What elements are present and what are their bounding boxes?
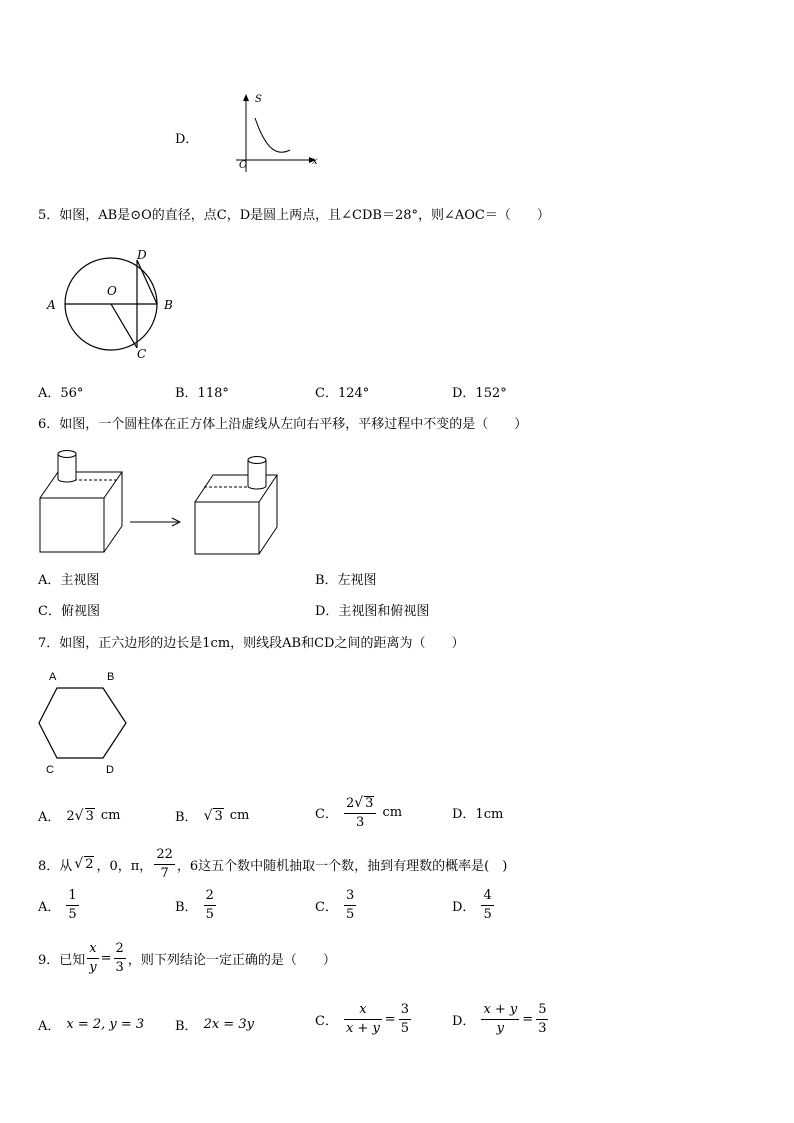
q5-option-b: B．118° (175, 386, 229, 401)
option-prefix: C． (315, 1013, 338, 1029)
equals-sign: = (384, 1011, 396, 1027)
regular-hexagon (39, 688, 126, 758)
q7-stem: 7．如图，正六边形的边长是1cm，则线段AB和CD之间的距离为（ ） (38, 636, 465, 651)
q7-option-c-coef: 2 (345, 796, 355, 811)
q8-stem-prefix: 8．从 (38, 858, 73, 874)
q6-option-b: B．左视图 (315, 573, 377, 588)
q7-option-c (315, 796, 402, 829)
fraction-denominator: 5 (400, 1020, 409, 1036)
label-b: B (164, 298, 173, 312)
q7-option-c-prefix: C． (315, 807, 338, 823)
q6-option-a: A．主视图 (38, 573, 100, 588)
q8-stem-suffix: ，6这五个数中随机抽取一个数，抽到有理数的概率是( ) (176, 858, 508, 874)
sqrt-sign: √ (203, 807, 213, 824)
fraction-denominator: 5 (345, 906, 355, 922)
fraction-numerator: 5 (536, 1003, 548, 1020)
option-prefix: B． (175, 1019, 198, 1034)
q5-circle-figure (40, 240, 190, 365)
option-prefix: D． (452, 1013, 476, 1029)
fraction-numerator: 1 (66, 889, 78, 906)
fraction-numerator: 4 (481, 889, 493, 906)
sqrt-sign: √ (74, 807, 84, 824)
fraction-numerator: x (344, 1003, 382, 1020)
y-axis-arrow (243, 94, 249, 101)
option-fraction (481, 889, 493, 921)
equals-sign: = (522, 1011, 534, 1027)
fraction-denominator: 7 (160, 865, 169, 881)
fraction-denominator: 3 (538, 1020, 547, 1036)
label-d: D (106, 764, 114, 776)
option-prefix: D． (452, 899, 476, 915)
q8-option-d (452, 889, 494, 921)
q8-stem (38, 848, 507, 880)
right-cube (195, 457, 277, 555)
q9-stem (38, 942, 336, 974)
q8-fraction-22-7 (154, 848, 175, 880)
x-axis-label: x (312, 156, 318, 167)
q7-option-b-radicand: 3 (214, 808, 223, 824)
label-o: O (107, 284, 117, 298)
q5-option-c: C．124° (315, 386, 370, 401)
segment-oc (111, 304, 137, 348)
q7-option-c-fraction (344, 796, 376, 829)
option-fraction-left (481, 1003, 519, 1035)
option-prefix: C． (315, 899, 338, 915)
option-fraction (204, 889, 216, 921)
y-axis-label: S (255, 94, 262, 105)
q5-option-a: A．56° (38, 386, 84, 401)
left-cylinder (58, 451, 76, 483)
option-fraction-left (344, 1003, 382, 1035)
q5-stem: 5．如图，AB是⊙O的直径，点C，D是圆上两点，且∠CDB＝28°，则∠AOC＝（ ） (38, 208, 550, 223)
q7-option-a-value (66, 808, 94, 824)
q7-option-b (175, 806, 249, 825)
fraction-denominator: 5 (205, 906, 214, 922)
option-text: x = 2, y = 3 (66, 1017, 145, 1032)
label-d: D (137, 248, 147, 262)
q7-option-a-unit: cm (100, 808, 121, 823)
fraction-denominator: 5 (483, 906, 492, 922)
sqrt-sign: √ (74, 856, 84, 873)
q9-given-fraction-left (87, 942, 98, 974)
q7-option-c-unit: cm (382, 805, 403, 821)
q7-option-a (38, 806, 120, 825)
option-text: 2x = 3y (203, 1017, 254, 1032)
label-a: A (49, 671, 57, 683)
q8-option-c (315, 889, 356, 921)
segment-db (137, 260, 157, 304)
label-b: B (107, 671, 115, 683)
fraction-denominator: 5 (68, 906, 77, 922)
equals-sign: = (100, 950, 112, 966)
fraction-denominator: y (89, 959, 97, 975)
fraction-numerator (344, 796, 376, 814)
option-prefix: A． (38, 899, 61, 915)
q9-given-fraction-right (114, 942, 126, 974)
q9-option-c (315, 1003, 411, 1035)
q9-option-b (175, 1015, 254, 1034)
q6-cube-figure (38, 445, 288, 557)
fraction-numerator: x (87, 942, 98, 959)
fraction-denominator: x + y (345, 1020, 380, 1036)
fraction-numerator: 2 (114, 942, 126, 959)
q6-stem: 6．如图，一个圆柱体在正方体上沿虚线从左向右平移，平移过程中不变的是（ ） (38, 417, 528, 432)
q8-stem-middle: ，0，π， (96, 858, 153, 874)
fraction-denominator: y (496, 1020, 505, 1036)
q4-option-d-graph (228, 88, 323, 176)
q4-option-d-label: D． (175, 132, 199, 147)
option-prefix: B． (175, 899, 198, 915)
fraction-numerator: 22 (154, 848, 175, 865)
q8-radicand: 2 (85, 857, 94, 873)
fraction-numerator: x + y (481, 1003, 519, 1020)
q8-sqrt2 (74, 856, 94, 872)
q8-option-b (175, 889, 216, 921)
option-fraction-right (536, 1003, 548, 1035)
q6-option-d: D．主视图和俯视图 (315, 604, 430, 619)
q7-option-b-value (204, 808, 224, 824)
q7-option-c-radicand: 3 (365, 796, 374, 811)
option-fraction-right (399, 1003, 411, 1035)
label-c: C (46, 764, 54, 776)
left-cube (40, 451, 122, 553)
sqrt-sign: √ (354, 795, 364, 811)
q9-option-a (38, 1015, 144, 1034)
q7-option-b-prefix: B． (175, 810, 198, 825)
label-a: A (47, 298, 56, 312)
option-fraction (66, 889, 78, 921)
q9-stem-prefix: 9．已知 (38, 952, 86, 968)
q6-option-c: C．俯视图 (38, 604, 100, 619)
label-c: C (137, 347, 147, 361)
q7-option-d: D．1cm (452, 807, 504, 822)
fraction-numerator: 3 (399, 1003, 411, 1020)
q7-hexagon-figure (36, 668, 136, 778)
origin-label: O (239, 160, 248, 171)
q7-option-b-unit: cm (229, 808, 250, 823)
right-cylinder (248, 457, 266, 490)
decreasing-curve (255, 118, 290, 152)
option-fraction (344, 889, 356, 921)
q7-option-a-radicand: 3 (85, 808, 94, 824)
q9-stem-suffix: ，则下列结论一定正确的是（ ） (127, 952, 336, 968)
q8-option-a (38, 889, 79, 921)
option-prefix: A． (38, 1019, 61, 1034)
q9-option-d (452, 1003, 548, 1035)
q5-option-d: D．152° (452, 386, 507, 401)
fraction-numerator: 3 (344, 889, 356, 906)
q7-option-a-coef: 2 (66, 808, 75, 824)
fraction-denominator: 3 (115, 959, 124, 975)
fraction-numerator: 2 (204, 889, 216, 906)
q7-option-a-prefix: A． (38, 810, 61, 825)
fraction-denominator: 3 (356, 814, 365, 830)
